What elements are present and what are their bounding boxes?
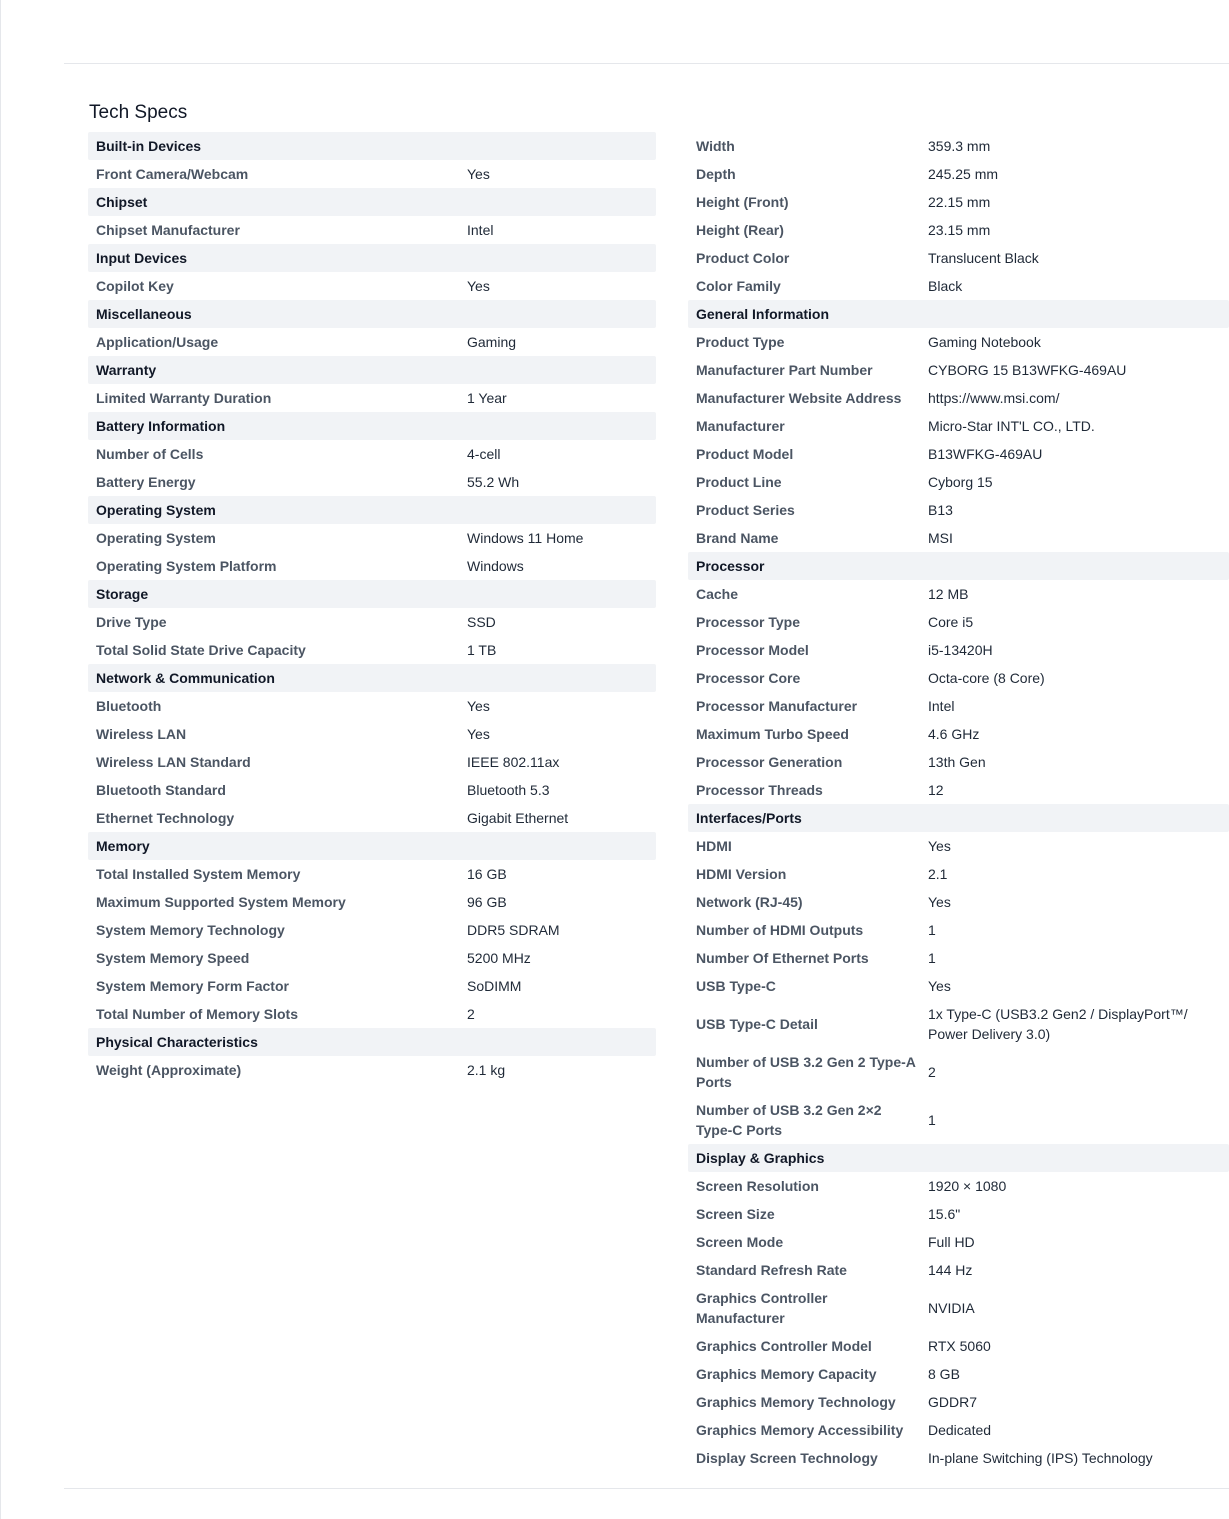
spec-label: Number of Cells [96,446,204,462]
spec-row-ethernet-technology [88,804,656,832]
spec-row-graphics-controller-model [688,1332,1229,1360]
spec-row-height-rear [688,216,1229,244]
spec-value: Black [928,278,963,294]
specs-left-column [88,132,656,1084]
spec-label: USB Type-C [696,978,776,994]
spec-row-maximum-turbo-speed [688,720,1229,748]
section-heading: Network & Communication [96,670,275,686]
spec-label: Wireless LAN [96,726,187,742]
spec-row-width [688,132,1229,160]
spec-row-usb-type-c-detail [688,1000,1229,1048]
spec-row-hdmi-version [688,860,1229,888]
spec-row-total-installed-system-memory [88,860,656,888]
spec-row-processor-model [688,636,1229,664]
section-heading: Built-in Devices [96,138,202,154]
spec-section-operating-system [88,496,656,524]
spec-row-limited-warranty-duration [88,384,656,412]
spec-row-graphics-controller-manufacturer [688,1284,1229,1332]
spec-row-operating-system-platform [88,552,656,580]
spec-value: 359.3 mm [928,138,991,154]
spec-value: 22.15 mm [928,194,991,210]
spec-value: Gigabit Ethernet [467,810,569,826]
spec-label: Number of USB 3.2 Gen 2 Type-A Ports [696,1054,916,1090]
spec-value: 1 [928,1112,936,1128]
spec-value: Cyborg 15 [928,474,993,490]
spec-value: Intel [928,698,955,714]
spec-label: USB Type-C Detail [696,1016,818,1032]
spec-label: Processor Generation [696,754,843,770]
spec-row-screen-size [688,1200,1229,1228]
spec-label: System Memory Form Factor [96,978,289,994]
spec-label: Manufacturer Website Address [696,390,902,406]
spec-row-battery-energy [88,468,656,496]
spec-row-product-model [688,440,1229,468]
spec-section-built-in-devices [88,132,656,160]
spec-label: Product Type [696,334,785,350]
top-divider [64,63,1229,64]
spec-row-system-memory-technology [88,916,656,944]
spec-value: Yes [928,894,951,910]
bottom-divider [64,1488,1229,1489]
spec-row-processor-type [688,608,1229,636]
spec-label: Processor Type [696,614,801,630]
spec-value: In-plane Switching (IPS) Technology [928,1450,1153,1466]
spec-value: Yes [928,978,951,994]
spec-label: Manufacturer [696,418,785,434]
spec-section-warranty [88,356,656,384]
spec-row-height-front [688,188,1229,216]
specs-right-column [688,132,1229,1472]
spec-value: 1x Type-C (USB3.2 Gen2 / DisplayPort™/ Power Delivery 3.0) [928,1006,1188,1042]
spec-row-depth [688,160,1229,188]
spec-value: RTX 5060 [928,1338,991,1354]
spec-label: Width [696,138,735,154]
section-heading: Physical Characteristics [96,1034,258,1050]
spec-row-processor-threads [688,776,1229,804]
spec-row-operating-system [88,524,656,552]
spec-value: 2.1 kg [467,1062,506,1078]
section-heading: General Information [696,306,830,322]
spec-value: 55.2 Wh [467,474,520,490]
spec-label: Processor Threads [696,782,823,798]
spec-row-network-rj-45 [688,888,1229,916]
spec-label: Display Screen Technology [696,1450,878,1466]
spec-section-display-graphics [688,1144,1229,1172]
spec-row-copilot-key [88,272,656,300]
spec-row-wireless-lan-standard [88,748,656,776]
spec-value: Micro-Star INT'L CO., LTD. [928,418,1095,434]
spec-value: MSI [928,530,953,546]
spec-label: Total Solid State Drive Capacity [96,642,306,658]
spec-row-number-of-cells [88,440,656,468]
spec-value: 1 Year [467,390,507,406]
spec-label: Product Series [696,502,795,518]
left-border [0,0,1,1519]
spec-label: Front Camera/Webcam [96,166,249,182]
spec-section-storage [88,580,656,608]
spec-label: Drive Type [96,614,167,630]
spec-row-product-color [688,244,1229,272]
spec-section-input-devices [88,244,656,272]
spec-row-display-screen-technology [688,1444,1229,1472]
spec-value: 2 [467,1006,475,1022]
spec-row-screen-resolution [688,1172,1229,1200]
spec-value: Windows 11 Home [467,530,584,546]
spec-value: Translucent Black [928,250,1039,266]
spec-value: Yes [467,278,490,294]
spec-section-miscellaneous [88,300,656,328]
spec-value: B13WFKG-469AU [928,446,1043,462]
spec-label: System Memory Speed [96,950,250,966]
spec-value: 5200 MHz [467,950,531,966]
spec-section-general-information [688,300,1229,328]
spec-label: Number Of Ethernet Ports [696,950,869,966]
spec-label: Chipset Manufacturer [96,222,240,238]
spec-row-wireless-lan [88,720,656,748]
spec-row-color-family [688,272,1229,300]
spec-row-maximum-supported-system-memory [88,888,656,916]
spec-value: 144 Hz [928,1262,973,1278]
spec-row-usb-type-c [688,972,1229,1000]
spec-value: Gaming Notebook [928,334,1041,350]
spec-row-product-type [688,328,1229,356]
spec-label: Weight (Approximate) [96,1062,242,1078]
spec-label: Graphics Memory Technology [696,1394,896,1410]
spec-value: 2.1 [928,866,948,882]
spec-value: 1 [928,950,936,966]
section-heading: Miscellaneous [96,306,192,322]
spec-label: Copilot Key [96,278,174,294]
spec-value: SSD [467,614,496,630]
spec-row-front-camera-webcam [88,160,656,188]
spec-value: i5-13420H [928,642,993,658]
spec-value: Yes [467,166,490,182]
spec-label: Height (Front) [696,194,789,210]
spec-section-network-communication [88,664,656,692]
spec-row-number-of-ethernet-ports [688,944,1229,972]
spec-label: Depth [696,166,736,182]
spec-row-hdmi [688,832,1229,860]
spec-value: IEEE 802.11ax [467,754,560,770]
spec-value: Bluetooth 5.3 [467,782,550,798]
section-heading: Battery Information [96,418,226,434]
spec-row-processor-generation [688,748,1229,776]
spec-row-manufacturer [688,412,1229,440]
spec-label: HDMI Version [696,866,787,882]
spec-row-drive-type [88,608,656,636]
spec-value: Octa-core (8 Core) [928,670,1045,686]
spec-row-system-memory-form-factor [88,972,656,1000]
spec-label: Network (RJ-45) [696,894,803,910]
spec-label: Number of USB 3.2 Gen 2×2 Type-C Ports [696,1102,882,1138]
spec-value: 245.25 mm [928,166,999,182]
spec-label: Product Line [696,474,782,490]
spec-row-screen-mode [688,1228,1229,1256]
spec-section-battery-information [88,412,656,440]
spec-value: https://www.msi.com/ [928,390,1060,406]
spec-label: Wireless LAN Standard [96,754,251,770]
spec-value: SoDIMM [467,978,522,994]
spec-label: Processor Model [696,642,809,658]
spec-label: Manufacturer Part Number [696,362,873,378]
spec-value: Core i5 [928,614,974,630]
spec-label: Processor Core [696,670,801,686]
spec-label: HDMI [696,838,732,854]
page-title: Tech Specs [89,101,188,123]
spec-row-manufacturer-part-number [688,356,1229,384]
spec-value: 1 TB [467,642,497,658]
spec-label: Ethernet Technology [96,810,235,826]
spec-value: 12 MB [928,586,969,602]
spec-label: Processor Manufacturer [696,698,858,714]
spec-label: Total Number of Memory Slots [96,1006,298,1022]
spec-value: Yes [467,726,490,742]
spec-row-graphics-memory-accessibility [688,1416,1229,1444]
spec-label: Screen Resolution [696,1178,819,1194]
spec-value: 1 [928,922,936,938]
spec-value: 12 [928,782,944,798]
spec-row-bluetooth [88,692,656,720]
spec-value: Windows [467,558,524,574]
spec-label: Cache [696,586,739,602]
spec-row-standard-refresh-rate [688,1256,1229,1284]
spec-label: Graphics Memory Capacity [696,1366,877,1382]
spec-row-bluetooth-standard [88,776,656,804]
spec-label: Brand Name [696,530,779,546]
spec-row-number-of-usb-3-2-gen-2-2-type-c-ports [688,1096,1229,1144]
spec-value: Gaming [467,334,517,350]
spec-value: 2 [928,1064,936,1080]
section-heading: Processor [696,558,765,574]
spec-row-manufacturer-website-address [688,384,1229,412]
spec-label: Operating System Platform [96,558,277,574]
spec-row-number-of-hdmi-outputs [688,916,1229,944]
spec-value: Intel [467,222,494,238]
spec-value: CYBORG 15 B13WFKG-469AU [928,362,1127,378]
spec-row-application-usage [88,328,656,356]
spec-row-product-series [688,496,1229,524]
spec-row-graphics-memory-technology [688,1388,1229,1416]
spec-value: 1920 × 1080 [928,1178,1007,1194]
spec-section-processor [688,552,1229,580]
spec-value: B13 [928,502,953,518]
spec-label: Graphics Controller Manufacturer [696,1290,828,1326]
spec-label: Bluetooth Standard [96,782,226,798]
section-heading: Warranty [96,362,157,378]
spec-label: Application/Usage [96,334,219,350]
section-heading: Display & Graphics [696,1150,825,1166]
section-heading: Chipset [96,194,148,210]
spec-section-physical-characteristics [88,1028,656,1056]
spec-label: Graphics Controller Model [696,1338,872,1354]
spec-value: Yes [928,838,951,854]
spec-label: Limited Warranty Duration [96,390,272,406]
spec-label: Maximum Turbo Speed [696,726,849,742]
spec-value: NVIDIA [928,1300,975,1316]
spec-label: Screen Size [696,1206,775,1222]
spec-value: 15.6" [928,1206,961,1222]
spec-label: Color Family [696,278,781,294]
spec-label: Maximum Supported System Memory [96,894,346,910]
spec-value: 96 GB [467,894,507,910]
section-heading: Interfaces/Ports [696,810,802,826]
spec-row-system-memory-speed [88,944,656,972]
spec-value: DDR5 SDRAM [467,922,560,938]
spec-section-memory [88,832,656,860]
spec-value: 4-cell [467,446,501,462]
spec-value: 13th Gen [928,754,986,770]
spec-label: System Memory Technology [96,922,285,938]
spec-section-chipset [88,188,656,216]
spec-section-interfaces-ports [688,804,1229,832]
spec-label: Total Installed System Memory [96,866,301,882]
spec-label: Operating System [96,530,216,546]
spec-value: 8 GB [928,1366,960,1382]
spec-label: Battery Energy [96,474,196,490]
spec-row-total-number-of-memory-slots [88,1000,656,1028]
spec-value: Yes [467,698,490,714]
spec-label: Product Model [696,446,794,462]
spec-row-processor-core [688,664,1229,692]
spec-label: Number of HDMI Outputs [696,922,864,938]
spec-value: 4.6 GHz [928,726,980,742]
spec-row-number-of-usb-3-2-gen-2-type-a-ports [688,1048,1229,1096]
spec-row-product-line [688,468,1229,496]
spec-label: Product Color [696,250,790,266]
section-heading: Operating System [96,502,216,518]
spec-row-chipset-manufacturer [88,216,656,244]
spec-value: GDDR7 [928,1394,978,1410]
spec-row-total-solid-state-drive-capacity [88,636,656,664]
spec-row-weight-approximate [88,1056,656,1084]
spec-label: Height (Rear) [696,222,784,238]
spec-row-brand-name [688,524,1229,552]
spec-label: Graphics Memory Accessibility [696,1422,904,1438]
spec-label: Bluetooth [96,698,162,714]
spec-row-processor-manufacturer [688,692,1229,720]
spec-row-cache [688,580,1229,608]
spec-value: Dedicated [928,1422,992,1438]
spec-label: Screen Mode [696,1234,784,1250]
spec-value: Full HD [928,1234,975,1250]
section-heading: Memory [96,838,150,854]
spec-label: Standard Refresh Rate [696,1262,847,1278]
section-heading: Input Devices [96,250,188,266]
section-heading: Storage [96,586,149,602]
spec-value: 16 GB [467,866,507,882]
spec-value: 23.15 mm [928,222,991,238]
spec-row-graphics-memory-capacity [688,1360,1229,1388]
